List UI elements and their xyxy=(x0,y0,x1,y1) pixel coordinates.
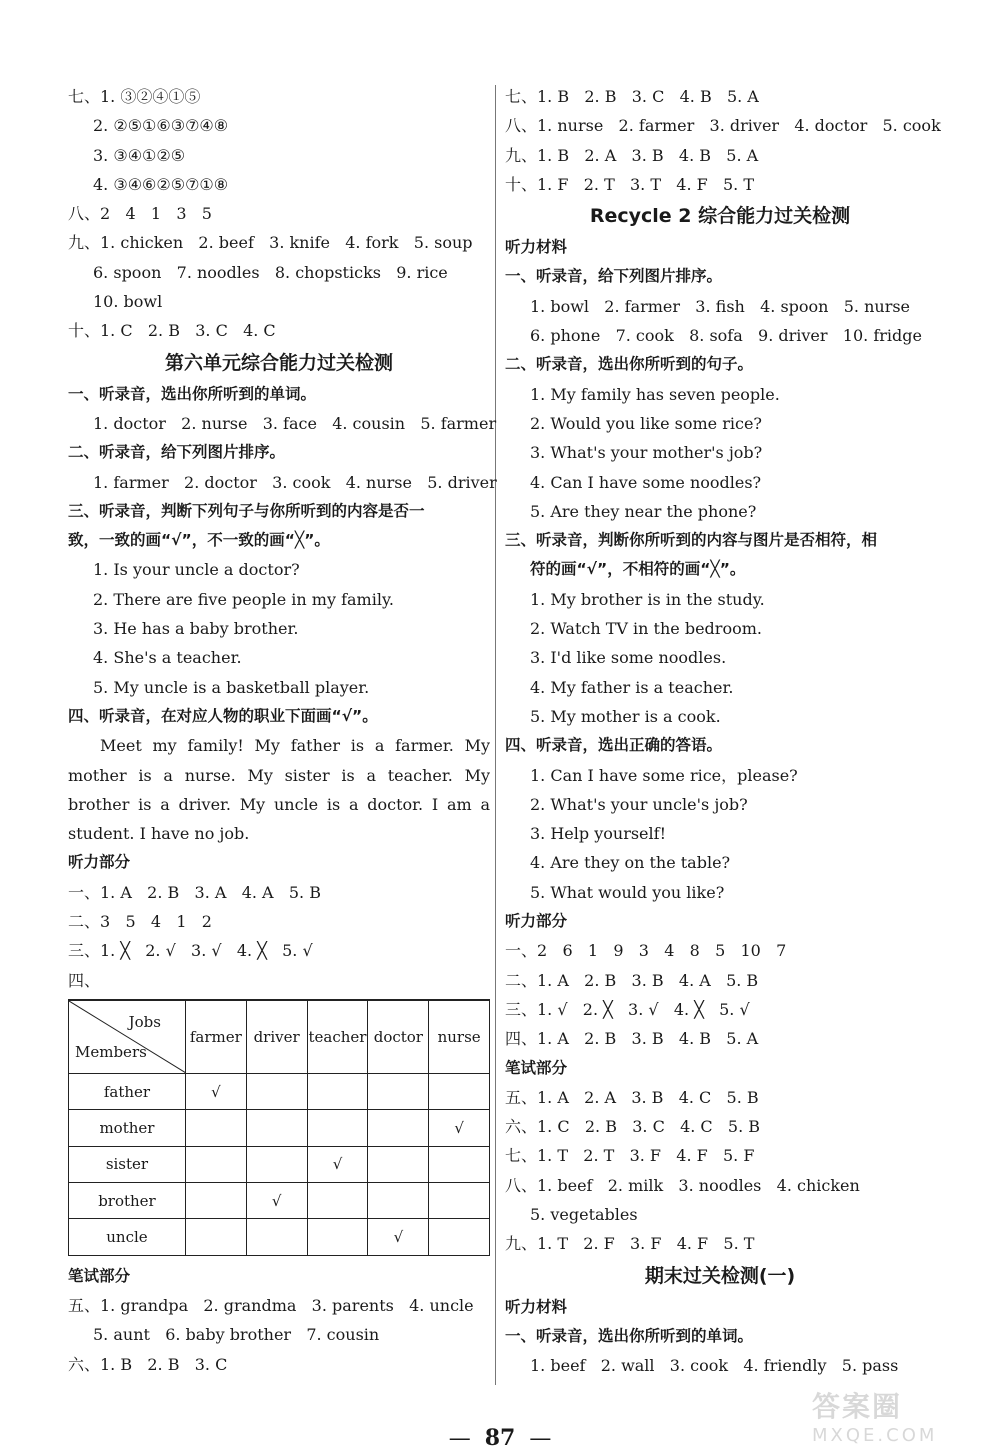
answer-line: 九、1. B 2. A 3. B 4. B 5. A xyxy=(505,145,759,165)
corner-jobs-label: Jobs xyxy=(128,1012,161,1031)
member-cell: sister xyxy=(69,1146,186,1182)
answer-line: 八、2 4 1 3 5 xyxy=(68,204,212,224)
check-cell xyxy=(246,1110,307,1146)
check-cell xyxy=(246,1073,307,1109)
answer-line: 八、1. nurse 2. farmer 3. driver 4. doctor 5. cook xyxy=(505,116,941,136)
left-block-1 xyxy=(68,82,490,346)
answer-line: 1. Is your uncle a doctor? xyxy=(93,560,300,580)
answer-line: 二、1. A 2. B 3. B 4. A 5. B xyxy=(505,970,759,990)
member-cell: father xyxy=(69,1073,186,1109)
section-instruction: 一、听录音，选出你所听到的单词。 xyxy=(505,1326,754,1345)
jobs-table xyxy=(68,999,490,1256)
section-instruction: 笔试部分 xyxy=(505,1058,568,1077)
answer-line: 5. aunt 6. baby brother 7. cousin xyxy=(93,1325,380,1345)
answer-line: 2. Would you like some rice? xyxy=(530,413,762,433)
right-block-1 xyxy=(505,82,941,199)
answer-line: 九、1. chicken 2. beef 3. knife 4. fork 5. soup xyxy=(68,233,473,253)
check-cell xyxy=(246,1219,307,1255)
watermark-logo xyxy=(812,1385,982,1447)
section-instruction: 笔试部分 xyxy=(68,1266,131,1285)
member-cell: uncle xyxy=(69,1219,186,1255)
answer-line: 1. My brother is in the study. xyxy=(530,589,765,609)
section-instruction: 一、听录音，给下列图片排序。 xyxy=(505,267,723,286)
answer-line: 6. spoon 7. noodles 8. chopsticks 9. rice xyxy=(93,262,448,282)
answer-line: 4. She's a teacher. xyxy=(93,648,242,668)
col-header: teacher xyxy=(307,1000,368,1074)
answer-line: 2. There are five people in my family. xyxy=(93,589,394,609)
col-header: nurse xyxy=(429,1000,490,1074)
check-cell xyxy=(185,1110,246,1146)
answer-line: 4. Are they on the table? xyxy=(530,853,731,873)
answer-line: 4. Can I have some noodles? xyxy=(530,472,762,492)
check-cell xyxy=(185,1219,246,1255)
table-row xyxy=(69,1110,490,1146)
left-block-2 xyxy=(68,380,497,732)
table-row xyxy=(69,1183,490,1219)
answer-line: 七、1. ③②④①⑤ xyxy=(68,87,201,106)
col-header: doctor xyxy=(368,1000,429,1074)
answer-line: 五、1. grandpa 2. grandma 3. parents 4. uncle xyxy=(68,1296,474,1316)
recycle2-test-heading: Recycle 2 综合能力过关检测 xyxy=(589,205,851,228)
section-instruction: 三、听录音，判断下列句子与你所听到的内容是否一 xyxy=(68,501,425,520)
answer-line: 四、1. A 2. B 3. B 4. B 5. A xyxy=(505,1029,759,1049)
section-instruction: 听力材料 xyxy=(505,238,568,257)
answer-line: 1. farmer 2. doctor 3. cook 4. nurse 5. driver xyxy=(93,472,497,492)
answer-line: 5. Are they near the phone? xyxy=(530,501,757,521)
answer-line: 一、1. A 2. B 3. A 4. A 5. B xyxy=(68,882,321,902)
check-cell xyxy=(307,1183,368,1219)
diagonal-line xyxy=(69,1001,186,1073)
check-cell xyxy=(307,1073,368,1109)
section-instruction: 致，一致的画“√”，不一致的画“╳”。 xyxy=(68,531,330,550)
answer-line: 七、1. B 2. B 3. C 4. B 5. A xyxy=(505,87,759,106)
answer-line: 八、1. beef 2. milk 3. noodles 4. chicken xyxy=(505,1175,860,1195)
answer-line: 六、1. B 2. B 3. C xyxy=(68,1354,228,1374)
answer-line: 2. What's your uncle's job? xyxy=(530,794,748,814)
right-block-2 xyxy=(505,233,935,1258)
page-number-value: 87 xyxy=(484,1425,516,1451)
section-instruction: 听力材料 xyxy=(505,1297,568,1316)
answer-line: 5. My uncle is a basketball player. xyxy=(93,677,370,697)
check-cell: √ xyxy=(429,1110,490,1146)
section-instruction: 二、听录音，给下列图片排序。 xyxy=(68,443,286,462)
check-cell xyxy=(307,1110,368,1146)
check-cell xyxy=(429,1219,490,1255)
answer-line: 1. doctor 2. nurse 3. face 4. cousin 5. farmer xyxy=(93,413,497,433)
answer-line: 一、2 6 1 9 3 4 8 5 10 7 xyxy=(505,941,787,961)
answer-line: 5. vegetables xyxy=(530,1204,638,1224)
answer-line: 3. He has a baby brother. xyxy=(93,619,299,639)
table-corner-cell xyxy=(69,1000,186,1074)
answer-line: 1. beef 2. wall 3. cook 4. friendly 5. pass xyxy=(530,1356,899,1376)
check-cell xyxy=(246,1146,307,1182)
answer-line: 三、1. ╳ 2. √ 3. √ 4. ╳ 5. √ xyxy=(68,941,313,961)
check-cell xyxy=(368,1073,429,1109)
watermark-main: 答案圈 xyxy=(812,1390,903,1423)
check-cell xyxy=(429,1146,490,1182)
member-cell: brother xyxy=(69,1183,186,1219)
answer-line: 4. My father is a teacher. xyxy=(530,677,734,697)
answer-line: 10. bowl xyxy=(93,292,163,312)
check-cell xyxy=(368,1183,429,1219)
check-cell: √ xyxy=(246,1183,307,1219)
section-instruction: 四、听录音，在对应人物的职业下面画“√”。 xyxy=(68,706,378,725)
check-cell xyxy=(429,1073,490,1109)
section-instruction: 四、听录音，选出正确的答语。 xyxy=(505,736,723,755)
answer-line: 七、1. T 2. T 3. F 4. F 5. F xyxy=(505,1146,755,1166)
section-instruction: 二、听录音，选出你所听到的句子。 xyxy=(505,355,754,374)
answer-line: 1. My family has seven people. xyxy=(530,384,780,404)
answer-line: 五、1. A 2. A 3. B 4. C 5. B xyxy=(505,1087,759,1107)
table-row xyxy=(69,1219,490,1255)
table-row xyxy=(69,1146,490,1182)
table-row xyxy=(69,1073,490,1109)
answer-line: 十、1. F 2. T 3. T 4. F 5. T xyxy=(505,174,755,194)
check-cell xyxy=(429,1183,490,1219)
answer-line: 4. ③④⑥②⑤⑦①⑧ xyxy=(93,174,229,194)
left-block-3 xyxy=(68,848,490,994)
answer-line: 十、1. C 2. B 3. C 4. C xyxy=(68,321,276,341)
check-cell: √ xyxy=(185,1073,246,1109)
column-divider xyxy=(495,85,496,1385)
left-column xyxy=(68,82,497,1379)
answer-line: 三、1. √ 2. ╳ 3. √ 4. ╳ 5. √ xyxy=(505,999,750,1019)
corner-members-label: Members xyxy=(75,1042,147,1061)
right-column xyxy=(505,82,941,1380)
answer-line: 1. Can I have some rice，please? xyxy=(530,765,798,785)
answer-line: 九、1. T 2. F 3. F 4. F 5. T xyxy=(505,1234,755,1254)
answer-line: 3. What's your mother's job? xyxy=(530,443,763,463)
answer-line: 2. Watch TV in the bedroom. xyxy=(530,619,762,639)
section-instruction: 听力部分 xyxy=(68,853,131,872)
check-cell: √ xyxy=(368,1219,429,1255)
answer-line: 3. ③④①②⑤ xyxy=(93,145,186,165)
check-cell: √ xyxy=(307,1146,368,1182)
check-cell xyxy=(368,1146,429,1182)
left-block-4 xyxy=(68,1262,490,1379)
section-instruction: 符的画“√”，不相符的画“╳”。 xyxy=(530,560,746,579)
answer-line: 5. What would you like? xyxy=(530,882,725,902)
watermark-url: MXQE.COM xyxy=(812,1425,938,1446)
answer-line: 3. Help yourself! xyxy=(530,824,666,844)
right-block-3 xyxy=(505,1293,935,1381)
answer-line: 5. My mother is a cook. xyxy=(530,706,721,726)
col-header: driver xyxy=(246,1000,307,1074)
answer-line: 6. phone 7. cook 8. sofa 9. driver 10. fridge xyxy=(530,326,922,346)
check-cell xyxy=(185,1183,246,1219)
listening-passage: Meet my family! My father is a farmer. My mother is a nurse. My sister is a teacher. My brother is a driver. My uncle is a doctor. I am a student. I have no job. xyxy=(68,736,490,844)
col-header: farmer xyxy=(185,1000,246,1074)
check-cell xyxy=(368,1110,429,1146)
answer-line: 四、 xyxy=(68,970,101,990)
answer-line: 3. I'd like some noodles. xyxy=(530,648,727,668)
page-number: — 87 — xyxy=(448,1425,552,1451)
section-instruction: 三、听录音，判断你所听到的内容与图片是否相符，相 xyxy=(505,531,878,550)
answer-line: 六、1. C 2. B 3. C 4. C 5. B xyxy=(505,1117,761,1137)
unit6-test-heading: 第六单元综合能力过关检测 xyxy=(164,351,393,374)
final-test-heading: 期末过关检测(一) xyxy=(644,1264,796,1287)
check-cell xyxy=(185,1146,246,1182)
answer-line: 1. bowl 2. farmer 3. fish 4. spoon 5. nurse xyxy=(530,296,911,316)
answer-line: 二、3 5 4 1 2 xyxy=(68,912,212,932)
check-cell xyxy=(307,1219,368,1255)
member-cell: mother xyxy=(69,1110,186,1146)
section-instruction: 一、听录音，选出你所听到的单词。 xyxy=(68,384,317,403)
answer-line: 2. ②⑤①⑥③⑦④⑧ xyxy=(93,116,229,136)
section-instruction: 听力部分 xyxy=(505,912,568,931)
